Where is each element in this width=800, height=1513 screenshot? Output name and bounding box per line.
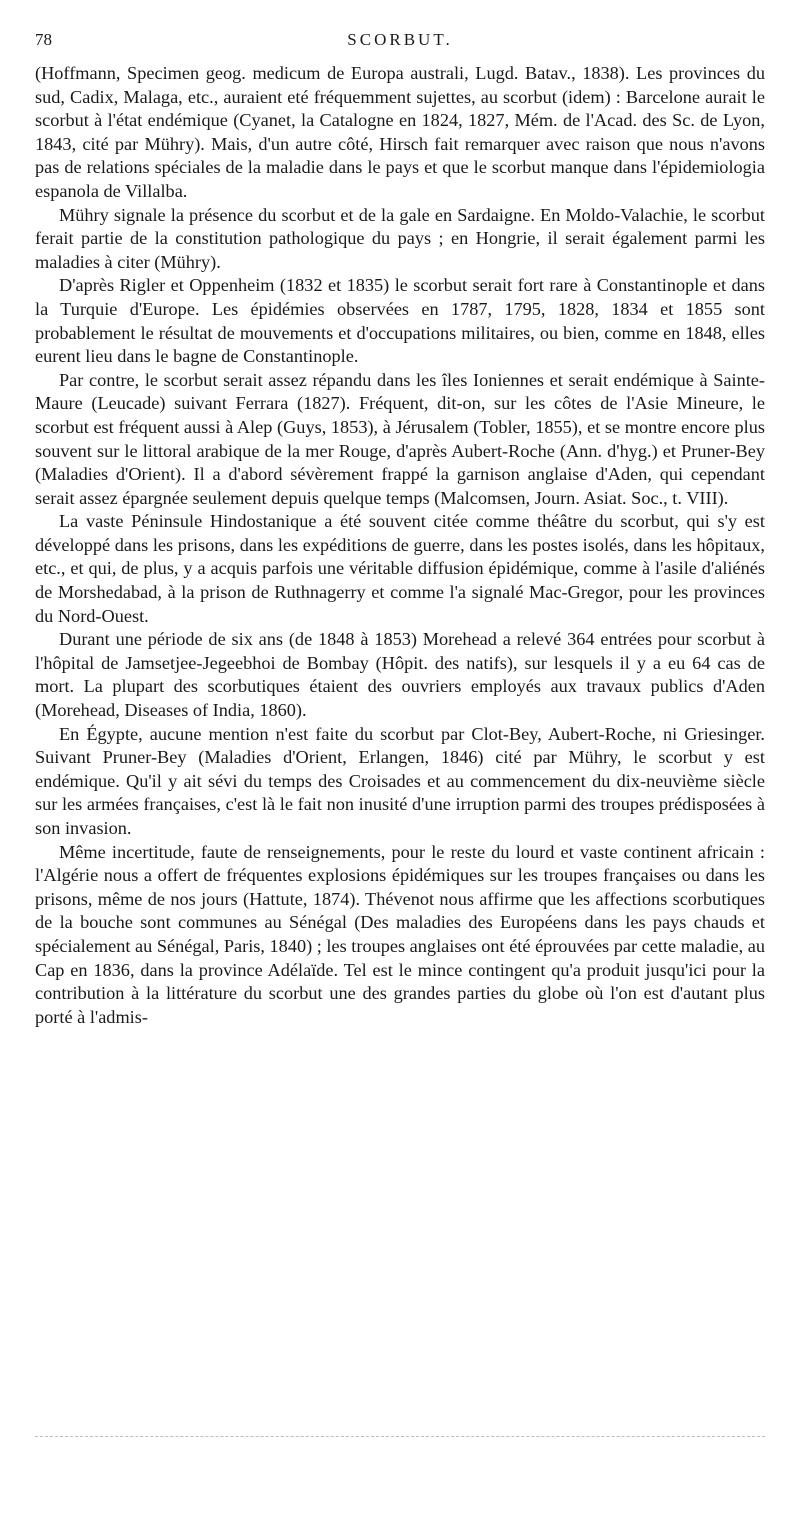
paragraph-4: Par contre, le scorbut serait assez répandu dans les îles Ioniennes et serait endémique à Sainte-Maure (Leucade) suivant Ferrara (1827). Fréquent, dit-on, sur les côtes de l'Asie Mineure, le scorbut est fréquent aussi à Alep (Guys, 1853), à Jérusalem (Tobler, 1855), et se montre encore plus souvent sur le littoral arabique de la mer Rouge, d'après Aubert-Roche (Ann. d'hyg.) et Pruner-Bey (Maladies d'Orient). Il a d'abord sévèrement frappé la garnison anglaise d'Aden, qui cependant serait assez épargnée seulement depuis quelque temps (Malcomsen, Journ. Asiat. Soc., t. VIII).: [35, 369, 765, 508]
paragraph-1: (Hoffmann, Specimen geog. medicum de Europa australi, Lugd. Batav., 1838). Les provinces du sud, Cadix, Malaga, etc., auraient eté fréquemment sujettes, au scorbut (idem) : Barcelone aurait le scorbut à l'état endémique (Cyanet, la Catalogne en 1824, 1827, Mém. de l'Acad. des Sc. de Lyon, 1843, cité par Mühry). Mais, d'un autre côté, Hirsch fait remarquer avec raison que nous n'avons pas de relations spéciales de la maladie dans le pays et que le scorbut manque dans l'épidemiologia espanola de Villalba.: [35, 63, 765, 201]
book-page: [35, 28, 765, 1029]
paragraph-3: D'après Rigler et Oppenheim (1832 et 1835) le scorbut serait fort rare à Constantinople et dans la Turquie d'Europe. Les épidémies observées en 1787, 1795, 1828, 1834 et 1855 sont probablement le résultat de mouvements et d'occupations militaires, ou bien, comme en 1848, elles eurent lieu dans le bagne de Constantinople.: [35, 275, 765, 367]
paragraph-8: Même incertitude, faute de renseignements, pour le reste du lourd et vaste continent africain : l'Algérie nous a offert de fréquentes explosions épidémiques sur les troupes françaises ou dans les prisons, même de nos jours (Hattute, 1874). Thévenot nous affirme que les affections scorbutiques de la bouche sont communes au Sénégal (Des maladies des Européens dans les pays chauds et spécialement au Sénégal, Paris, 1840) ; les troupes anglaises ont été éprouvées par cette maladie, au Cap en 1836, dans la province Adélaïde. Tel est le mince contingent qu'a produit jusqu'ici pour la contribution à la littérature du scorbut une des grandes parties du globe où l'on est d'autant plus porté à l'admis-: [35, 841, 765, 1027]
body-text: [35, 62, 765, 1029]
page-number: 78: [35, 30, 52, 49]
paragraph-6: Durant une période de six ans (de 1848 à 1853) Morehead a relevé 364 entrées pour scorbut à l'hôpital de Jamsetjee-Jegeebhoi de Bombay (Hôpit. des natifs), sur lesquels il y a eu 64 cas de mort. La plupart des scorbutiques étaient des ouvriers employés aux travaux publics d'Aden (Morehead, Diseases of India, 1860).: [35, 629, 765, 721]
paragraph-7: En Égypte, aucune mention n'est faite du scorbut par Clot-Bey, Aubert-Roche, ni Griesinger. Suivant Pruner-Bey (Maladies d'Orient, Erlangen, 1846) cité par Mühry, le scorbut y est endémique. Qu'il y ait sévi du temps des Croisades et au commencement du dix-neuvième siècle sur les armées françaises, c'est là le fait non inusité d'une irruption parmi des troupes prédisposées à son invasion.: [35, 723, 765, 838]
page-header: [35, 28, 765, 54]
paragraph-2: Mühry signale la présence du scorbut et de la gale en Sardaigne. En Moldo-Valachie, le scorbut ferait partie de la constitution pathologique du pays ; en Hongrie, il serait également parmi les maladies à citer (Mühry).: [35, 204, 765, 272]
paragraph-5: La vaste Péninsule Hindostanique a été souvent citée comme théâtre du scorbut, qui s'y est développé dans les prisons, dans les expéditions de guerre, dans les postes isolés, dans les hôpitaux, etc., et qui, de plus, y a acquis parfois une véritable diffusion épidémique, comme à l'asile d'aliénés de Morshedabad, à la prison de Ruthnagerry et comme l'a signalé Mac-Gregor, pour les provinces du Nord-Ouest.: [35, 511, 765, 626]
running-title: SCORBUT.: [347, 30, 453, 49]
footer-rule: [35, 1436, 765, 1437]
